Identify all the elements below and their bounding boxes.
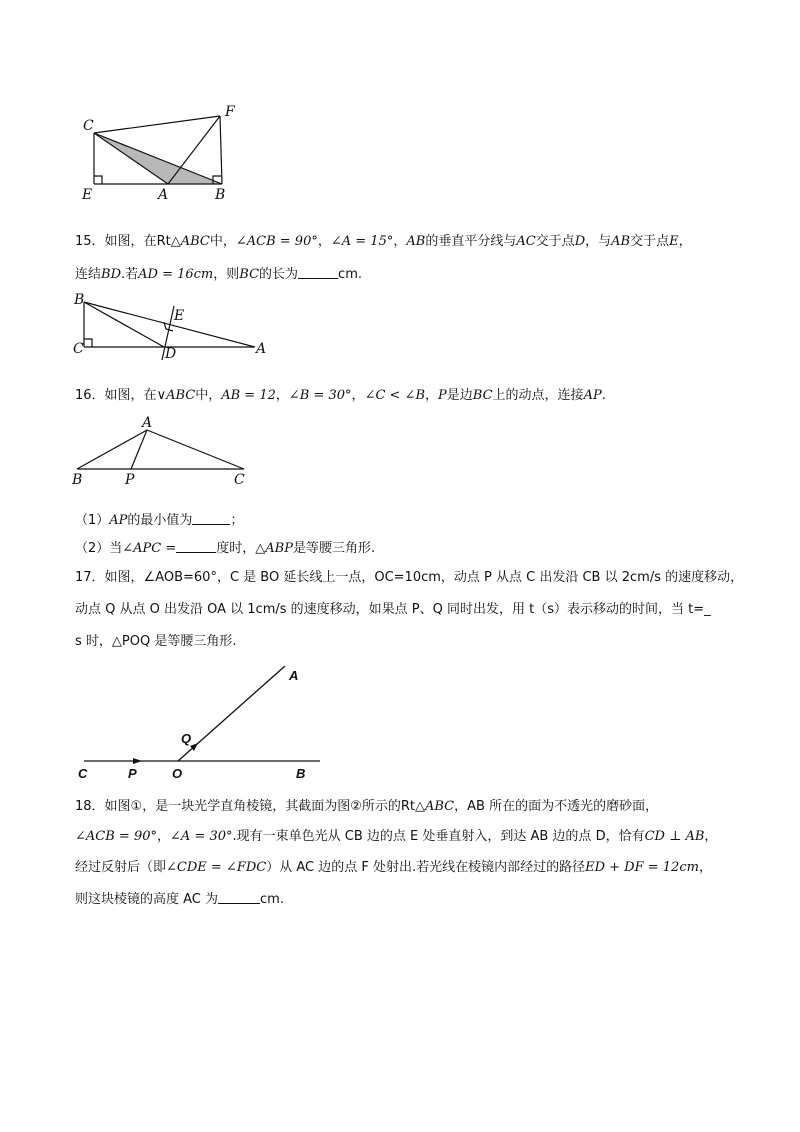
- point-label-e: E: [82, 187, 93, 203]
- q17-point-label-p: P: [128, 766, 137, 781]
- q17-number: 17．: [75, 570, 105, 585]
- q16-seg-bc: BC: [472, 388, 493, 403]
- q16-number: 16．: [75, 388, 105, 403]
- q18-text: ）从 AC 边的点 F 处射出.若光线在棱镜内部经过的路径: [266, 860, 586, 875]
- q16-seg-ap: AP: [109, 513, 128, 528]
- q16-text: ，: [351, 388, 365, 403]
- q16-point-label-b: B: [72, 472, 83, 488]
- q15-point-label-c: C: [73, 341, 84, 357]
- q18-triangle-name: ABC: [425, 799, 455, 814]
- q15-point-d: D: [574, 234, 586, 249]
- q18-line-2: [75, 829, 717, 845]
- q16-text: 是边: [446, 388, 473, 403]
- q18-text: ，: [698, 860, 712, 875]
- q16-text: 度时，: [216, 541, 256, 556]
- q17-point-label-c: C: [78, 766, 88, 781]
- q16-seg-ap: AP: [583, 388, 602, 403]
- q15-point-label-e: E: [174, 308, 185, 324]
- q15-given-ad: AD = 16cm: [138, 267, 214, 282]
- q15-text: 如图，在: [104, 234, 157, 249]
- q15-text: 交于点: [535, 234, 575, 249]
- q18-text: .现有一束单色光从 CB 边的点 E 处垂直射入，到达 AB 边的点 D，恰有: [232, 829, 645, 844]
- q16-angle-b: ∠B = 30°: [288, 388, 352, 403]
- q15-text: 连结: [75, 267, 102, 282]
- q15-text: 的长为: [259, 267, 299, 282]
- q15-seg-ac: AC: [516, 234, 536, 249]
- q18-angle-acb: ∠ACB = 90°: [75, 829, 157, 844]
- q16-triangle-name: ∨ABC: [156, 388, 196, 403]
- q18-text: 如图①，是一块光学直角棱镜，其截面为图②所示的: [104, 799, 401, 814]
- q17-line-2: 动点 Q 从点 O 出发沿 OA 以 1cm/s 的速度移动，如果点 P、Q 同时出发，用 t（s）表示移动的时间，当 t=_: [75, 602, 711, 617]
- q16-text: .: [601, 388, 606, 403]
- q15-text: ，与: [585, 234, 612, 249]
- q16-point-label-p: P: [125, 472, 135, 488]
- q16-angle-compare: ∠C < ∠B: [364, 388, 426, 403]
- q16-point-label-c: C: [234, 472, 245, 488]
- q18-text: ，: [156, 829, 170, 844]
- q15-seg-bc: BC: [239, 267, 260, 282]
- q16-text: ，: [425, 388, 439, 403]
- q18-angle-a: ∠A = 30°: [170, 829, 233, 844]
- q16-sub-2-number: （2）当: [75, 541, 123, 556]
- point-label-a: A: [158, 187, 169, 203]
- q15-seg-bd: BD: [101, 267, 121, 282]
- point-label-f: F: [225, 104, 235, 120]
- q18-rt: Rt△: [400, 799, 425, 814]
- q15-rt: Rt△: [156, 234, 181, 249]
- q15-unit: cm: [338, 267, 358, 282]
- q16-text: 是等腰三角形.: [292, 541, 376, 556]
- q15-text: ，: [678, 234, 692, 249]
- q15-seg-ab: AB: [611, 234, 631, 249]
- q15-text: 中，: [209, 234, 236, 249]
- q15-text: ，则: [213, 267, 240, 282]
- q16-text: 上的动点，连接: [492, 388, 584, 403]
- q15-text: 交于点: [630, 234, 670, 249]
- q16-text: 中，: [195, 388, 222, 403]
- q16-text: ，: [275, 388, 289, 403]
- q16-given-ab: AB = 12: [221, 388, 276, 403]
- q16-text: ；: [230, 513, 244, 528]
- q18-text: 则这块棱镜的高度 AC 为: [75, 892, 219, 907]
- q15-angle-acb: ∠ACB = 90°: [235, 234, 318, 249]
- q15-text: .: [357, 267, 362, 282]
- q18-text: ，AB 所在的面为不透光的磨砂面，: [454, 799, 659, 814]
- q18-perpendicular: CD ⊥ AB: [644, 829, 705, 844]
- q15-text: ，: [393, 234, 407, 249]
- q17-point-label-b: B: [296, 766, 306, 781]
- q15-number: 15．: [75, 234, 105, 249]
- q18-line-3: [75, 860, 712, 876]
- q15-angle-a: ∠A = 15°: [330, 234, 394, 249]
- point-label-b: B: [215, 187, 226, 203]
- q15-point-label-b: B: [74, 292, 85, 308]
- q16-text: 如图，在: [104, 388, 157, 403]
- q18-text: 经过反射后（即: [75, 860, 167, 875]
- q17-text: 如图，∠AOB=60°，C 是 BO 延长线上一点，OC=10cm，动点 P 从点 C 出发沿 CB 以 2cm/s 的速度移动，: [104, 570, 744, 585]
- q18-line-1: [75, 799, 658, 815]
- q18-path-length: ED + DF = 12cm: [585, 860, 699, 875]
- q18-line-4: [75, 891, 284, 908]
- q18-unit: cm.: [260, 892, 284, 907]
- q15-text: ，: [317, 234, 331, 249]
- q18-text: ，: [704, 829, 718, 844]
- q15-seg-ab: AB: [406, 234, 426, 249]
- q17-point-label-a: A: [289, 668, 299, 683]
- q16-triangle-abp: △ABP: [255, 541, 293, 556]
- q17-point-label-o: O: [172, 766, 183, 781]
- q15-triangle-name: ABC: [180, 234, 210, 249]
- q17-point-label-q: Q: [181, 731, 192, 746]
- q15-point-label-d: D: [165, 346, 177, 362]
- q15-point-label-a: A: [256, 341, 267, 357]
- q16-point-p: P: [438, 388, 447, 403]
- q18-number: 18．: [75, 799, 105, 814]
- q16-sub-1-number: （1）: [75, 513, 110, 528]
- arrow-p: [133, 758, 142, 764]
- q18-answer-blank[interactable]: [218, 891, 260, 904]
- q17-line-3: s 时，△POQ 是等腰三角形.: [75, 634, 237, 649]
- q16-text: 的最小值为: [127, 513, 193, 528]
- q15-text: .若: [121, 267, 139, 282]
- point-label-c: C: [83, 118, 94, 134]
- q16-angle-apc: ∠APC =: [122, 541, 177, 556]
- q15-point-e: E: [669, 234, 679, 249]
- q16-point-label-a: A: [142, 415, 153, 431]
- q18-angle-equality: ∠CDE = ∠FDC: [166, 860, 267, 875]
- q15-text: 的垂直平分线与: [425, 234, 517, 249]
